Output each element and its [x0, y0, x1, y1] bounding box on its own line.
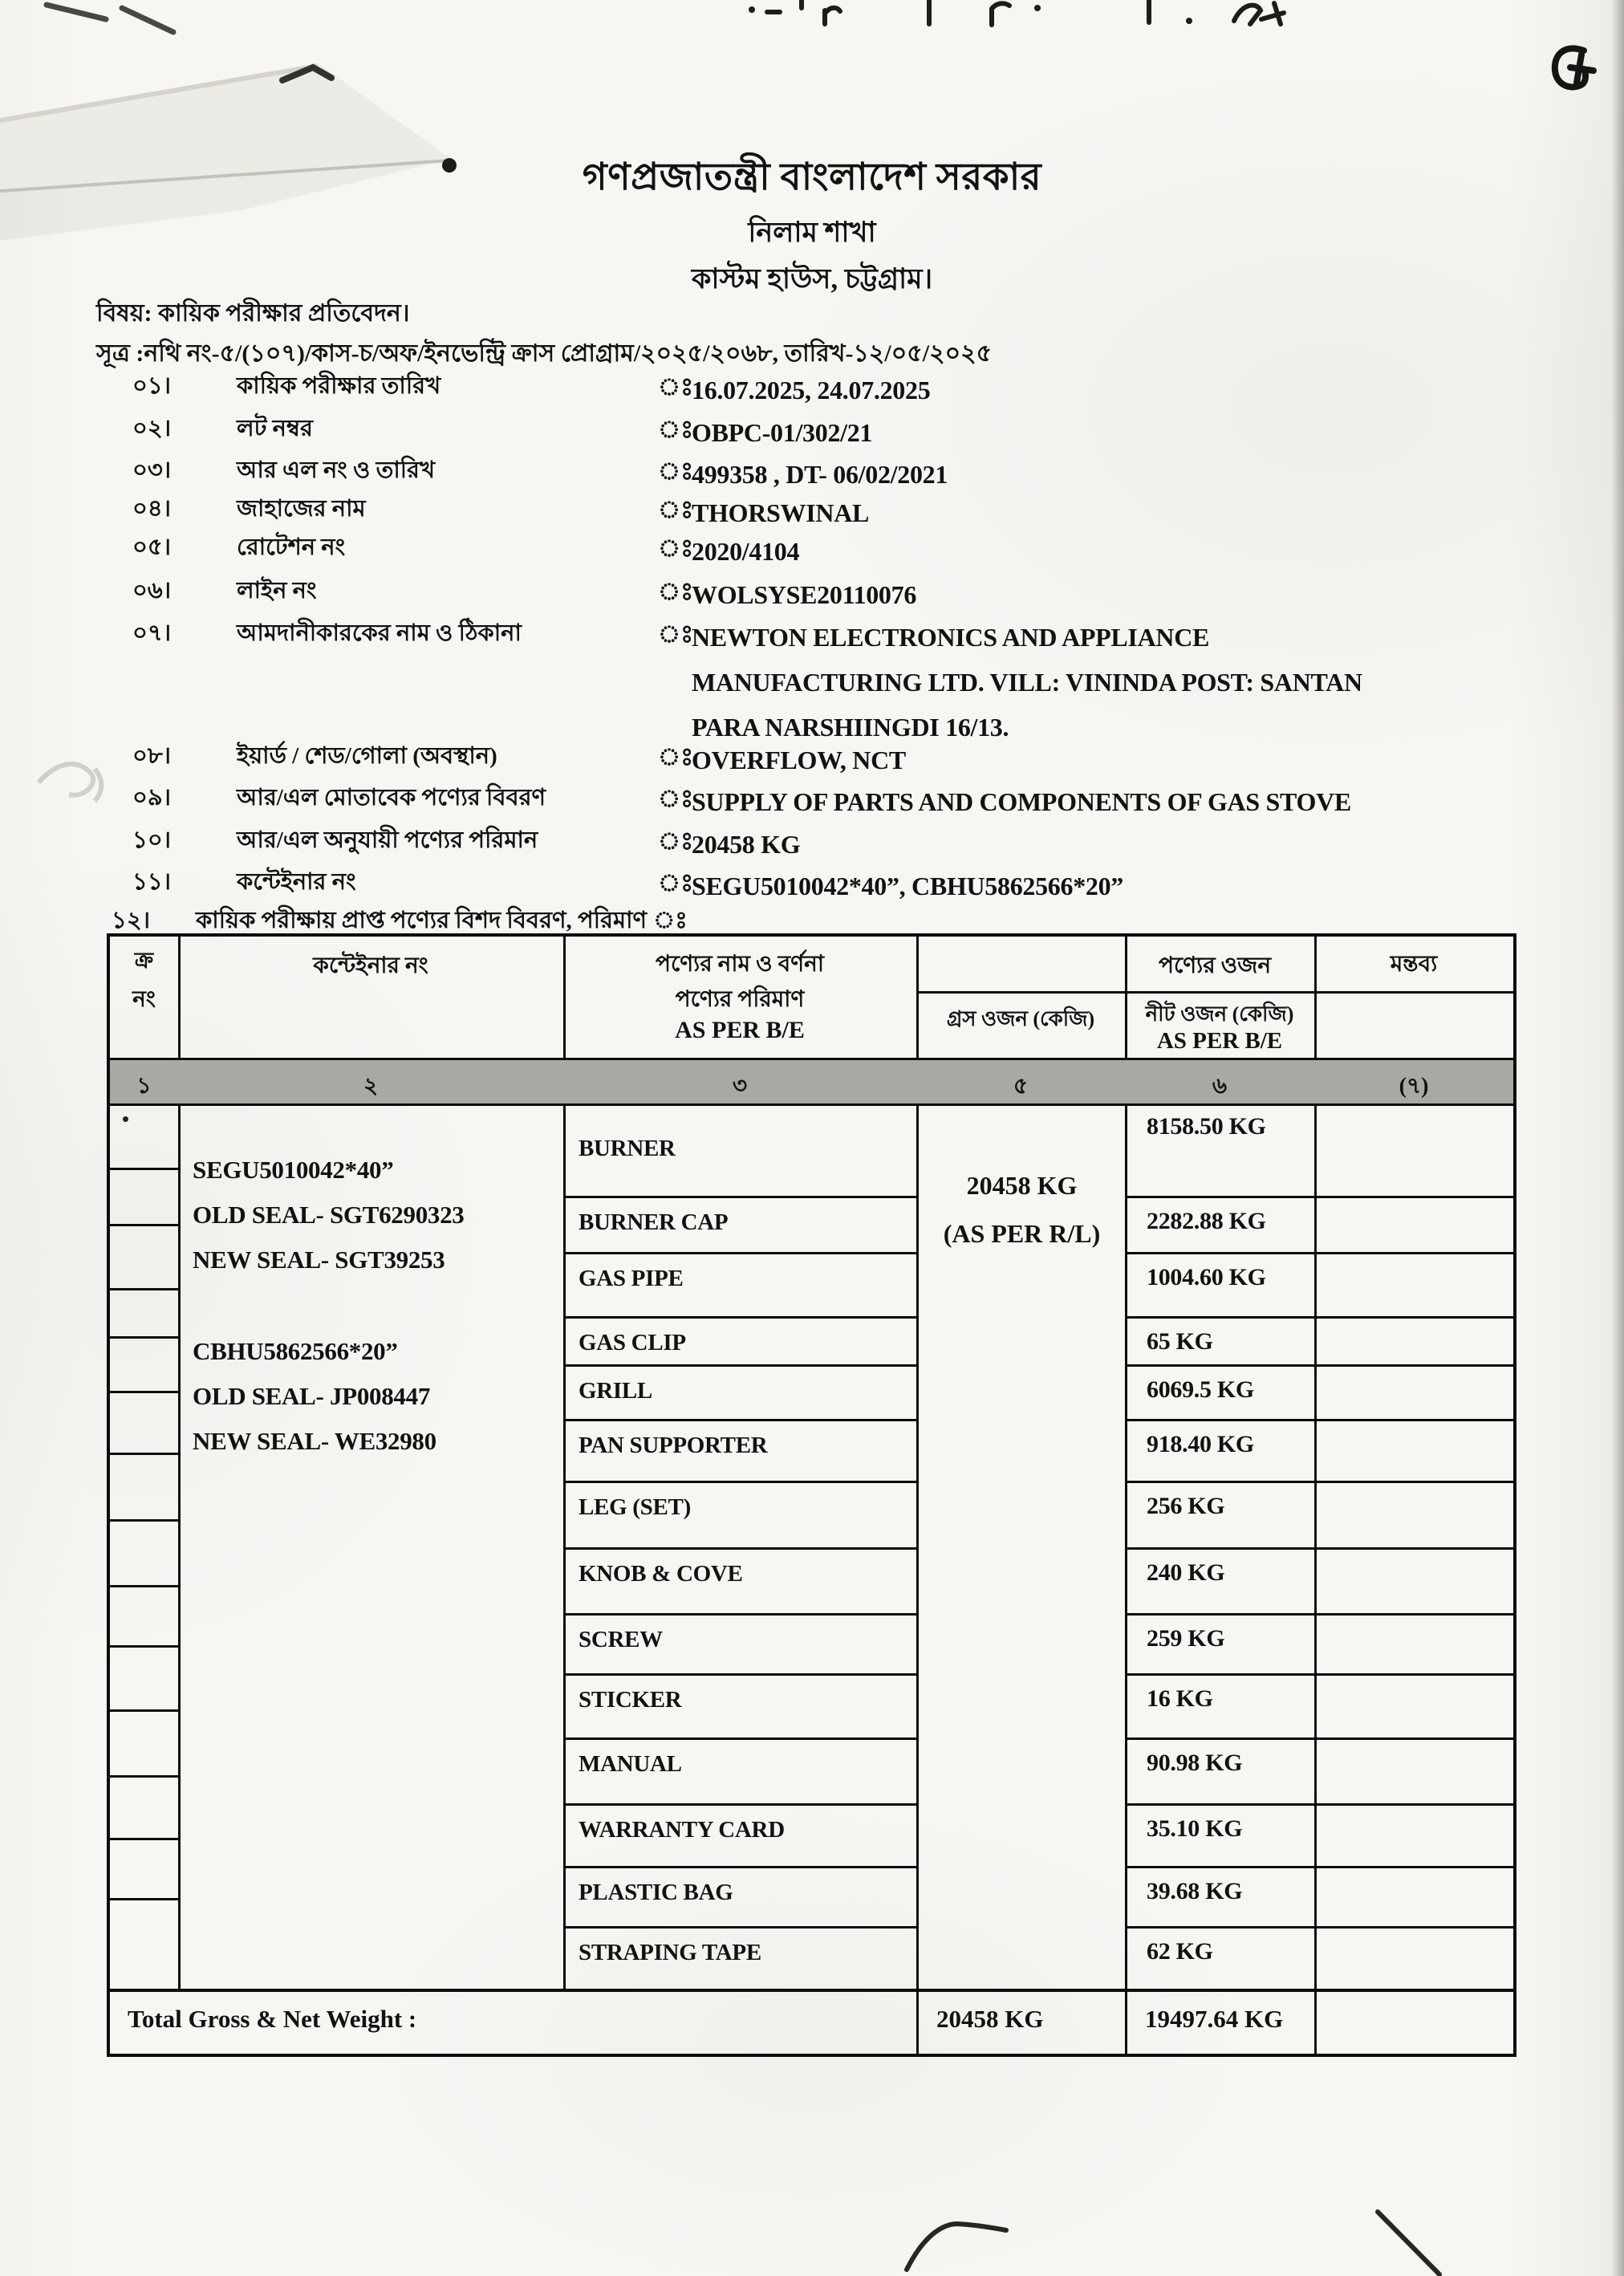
info-item-label: আমদানীকারকের নাম ও ঠিকানা [237, 620, 522, 646]
column-number: ৩ [732, 1074, 748, 1099]
info-row [0, 410, 1624, 455]
subject-line: বিষয়: কায়িক পরীক্ষার প্রতিবেদন। [96, 300, 410, 327]
info-item-label: আর/এল মোতাবেক পণ্যের বিবরণ [237, 785, 546, 811]
info-item-value: 499358 , DT- 06/02/2021 [692, 460, 948, 489]
serial-cell [110, 1587, 178, 1648]
info-item-label: আর/এল অনুযায়ী পণ্যের পরিমান [237, 827, 538, 853]
branch-name: নিলাম শাখা [748, 217, 876, 248]
header-container: কন্টেইনার নং [313, 953, 428, 978]
goods-item-cell: LEG (SET) [566, 1483, 916, 1550]
info-item-separator: ঃ [658, 828, 694, 855]
goods-item-cell: STRAPING TAPE [579, 1940, 761, 1965]
remarks-cell [1317, 1676, 1513, 1740]
reference-line: সূত্র :নথি নং-৫/(১০৭)/কাস-চ/অফ/ইনভেন্ট্রি ক্রাস প্রোগ্রাম/২০২৫/২০৬৮, তারিখ-১২/০৫/২০২৫ [96, 340, 993, 367]
info-item-number: ০২। [132, 416, 172, 441]
goods-item-cell: MANUAL [566, 1740, 916, 1806]
info-item-separator: ঃ [658, 417, 694, 443]
column-number: ২ [363, 1074, 379, 1099]
info-item-number: ০৭। [132, 620, 172, 646]
info-item-separator: ঃ [658, 870, 694, 896]
info-row [0, 738, 1624, 782]
info-item-value: WOLSYSE20110076 [692, 580, 917, 609]
staple-mark [282, 67, 331, 80]
net-weight-column [1127, 1108, 1314, 1989]
net-weight-cell: 6069.5 KG [1127, 1367, 1314, 1421]
goods-item-cell: PAN SUPPORTER [566, 1421, 916, 1483]
header-serial-line2: নং [132, 987, 156, 1012]
info-item-label: ইয়ার্ড / শেড/গোলা (অবস্থান) [237, 743, 497, 769]
info-item-label: কায়িক পরীক্ষার তারিখ [237, 373, 441, 399]
info-item-label: জাহাজের নাম [237, 496, 366, 522]
header-weight-group: পণ্যের ওজন [1158, 953, 1272, 978]
header-goods-name: পণ্যের নাম ও বর্ণনা [655, 952, 825, 977]
remarks-cell [1317, 1421, 1513, 1483]
net-weight-cell: 35.10 KG [1127, 1806, 1314, 1868]
column-number: ৬ [1212, 1074, 1228, 1099]
remarks-column [1317, 1108, 1513, 1989]
info-item-value: OVERFLOW, NCT [692, 746, 906, 774]
container-1-old-seal: OLD SEAL- SGT6290323 [193, 1201, 465, 1229]
info-item-value: 20458 KG [692, 830, 801, 859]
info-item-number: ০৩। [132, 457, 172, 483]
info-item-number: ০৪। [132, 496, 172, 522]
remarks-cell [1317, 1740, 1513, 1806]
info-item-number: ০৫। [132, 534, 172, 560]
info-item-value: 2020/4104 [692, 537, 800, 566]
info-item-number: ০১। [132, 373, 172, 399]
info-item-label: আর এল নং ও তারিখ [237, 457, 436, 483]
handwritten-page-number-mark [1555, 48, 1594, 87]
info-row [0, 615, 1624, 742]
info-row [0, 368, 1624, 413]
header-net-as-per-be: AS PER B/E [1156, 1028, 1283, 1054]
info-item-value-line: PARA NARSHIINGDI 16/13. [692, 713, 1009, 742]
info-item-value: SUPPLY OF PARTS AND COMPONENTS OF GAS STOVE [692, 787, 1351, 816]
office-name: কাস্টম হাউস, চট্টগ্রাম। [691, 263, 933, 295]
info-item-separator: ঃ [658, 579, 694, 605]
info-item-value: SEGU5010042*40”, CBHU5862566*20” [692, 872, 1123, 900]
examination-table [107, 933, 1516, 2057]
header-gross-weight: গ্রস ওজন (কেজি) [946, 1007, 1095, 1030]
info-item-number: ১১। [132, 869, 172, 895]
net-weight-cell: 240 KG [1127, 1550, 1314, 1616]
serial-cell [110, 1108, 178, 1170]
net-weight-cell: 1004.60 KG [1127, 1254, 1314, 1319]
handwriting-top-edge [749, 0, 1284, 25]
serial-cell [110, 1522, 178, 1587]
header-remarks: মন্তব্য [1390, 952, 1438, 977]
column-number: ৫ [1013, 1074, 1029, 1099]
goods-item-cell: WARRANTY CARD [566, 1806, 916, 1868]
serial-cell [110, 1170, 178, 1226]
info-row [0, 572, 1624, 617]
gross-weight-value: 20458 KG [966, 1171, 1078, 1200]
info-row [0, 529, 1624, 574]
scan-edge-shadow [1611, 0, 1624, 2276]
column-number: ১ [136, 1074, 152, 1099]
container-2-old-seal: OLD SEAL- JP008447 [193, 1382, 431, 1410]
remarks-cell [1317, 1108, 1513, 1198]
info-item-separator: ঃ [658, 458, 694, 485]
info-row [0, 822, 1624, 867]
container-2-new-seal: NEW SEAL- WE32980 [193, 1427, 436, 1455]
info-item-label: রোটেশন নং [237, 534, 346, 560]
info-item-value: 16.07.2025, 24.07.2025 [692, 376, 931, 404]
info-item-value [692, 615, 1542, 750]
goods-item-cell: BURNER [566, 1108, 916, 1198]
info-item-separator: ঃ [658, 374, 694, 400]
serial-cell [110, 1226, 178, 1290]
remarks-cell [1317, 1550, 1513, 1616]
goods-item-cell: GRILL [566, 1367, 916, 1421]
gross-weight-note: (AS PER R/L) [943, 1219, 1101, 1248]
header-as-per-be: AS PER B/E [675, 1017, 805, 1043]
goods-name-column [566, 1108, 916, 1989]
remarks-cell [1317, 1319, 1513, 1367]
goods-item-cell: STICKER [566, 1676, 916, 1740]
goods-item-cell: KNOB & COVE [566, 1550, 916, 1616]
container-1-new-seal: NEW SEAL- SGT39253 [193, 1246, 445, 1274]
gross-weight-cell [919, 1108, 1125, 1258]
net-weight-cell: 90.98 KG [1127, 1740, 1314, 1806]
total-label: Total Gross & Net Weight : [128, 2005, 417, 2033]
info-item-label: লাইন নং [237, 578, 317, 604]
net-weight-cell: 2282.88 KG [1127, 1198, 1314, 1254]
serial-cell [110, 1712, 178, 1778]
info-item-number: ১০। [132, 827, 172, 853]
header-net-weight: নীট ওজন (কেজি) [1145, 1002, 1294, 1026]
serial-column [110, 1108, 178, 1989]
header-goods-qty: পণ্যের পরিমাণ [675, 987, 805, 1012]
goods-item-cell: BURNER CAP [566, 1198, 916, 1254]
remarks-cell [1317, 1198, 1513, 1254]
government-title: গণপ্রজাতন্ত্রী বাংলাদেশ সরকার [582, 156, 1042, 198]
info-item-number: ০৬। [132, 578, 172, 604]
net-weight-cell: 65 KG [1127, 1319, 1314, 1367]
container-1-number: SEGU5010042*40” [193, 1156, 394, 1184]
info-item-value-line: MANUFACTURING LTD. VILL: VININDA POST: SANTAN [692, 668, 1362, 697]
column-number: (৭) [1399, 1074, 1429, 1099]
remarks-cell [1317, 1367, 1513, 1421]
header-serial-line1: ক্র [134, 949, 154, 973]
info-item-separator: ঃ [658, 497, 694, 523]
container-2-block [193, 1329, 554, 1464]
net-weight-cell: 256 KG [1127, 1483, 1314, 1550]
container-1-block [193, 1148, 554, 1282]
info-item-value: THORSWINAL [692, 498, 870, 527]
container-2-number: CBHU5862566*20” [193, 1337, 398, 1365]
net-weight-cell: 39.68 KG [1127, 1868, 1314, 1929]
info-item-value-line: NEWTON ELECTRONICS AND APPLIANCE [692, 623, 1210, 652]
net-weight-cell: 259 KG [1127, 1616, 1314, 1676]
serial-cell [110, 1900, 178, 1989]
remarks-cell [1317, 1806, 1513, 1868]
remarks-cell [1317, 1929, 1513, 1989]
info-item-number: ০৯। [132, 785, 172, 811]
signature-strokes-bottom [907, 2212, 1439, 2274]
info-item-label: লট নম্বর [237, 416, 314, 441]
info-item-separator: ঃ [658, 621, 694, 648]
serial-cell [110, 1393, 178, 1455]
total-row [110, 1989, 1513, 2054]
goods-item-cell: SCREW [566, 1616, 916, 1676]
net-weight-cell: 62 KG [1147, 1938, 1213, 1965]
remarks-cell [1317, 1254, 1513, 1319]
serial-cell [110, 1339, 178, 1393]
net-weight-cell: 16 KG [1127, 1676, 1314, 1740]
info-item-separator: ঃ [658, 744, 694, 770]
remarks-cell [1317, 1483, 1513, 1550]
net-weight-cell: 8158.50 KG [1127, 1108, 1314, 1198]
serial-cell [110, 1648, 178, 1712]
total-net-weight: 19497.64 KG [1145, 2005, 1284, 2033]
total-gross-weight: 20458 KG [936, 2005, 1044, 2033]
section12-number: ১২। [112, 908, 151, 933]
serial-cell [110, 1455, 178, 1522]
column-number-band [110, 1058, 1513, 1106]
serial-cell [110, 1778, 178, 1840]
goods-item-cell: GAS PIPE [566, 1254, 916, 1319]
remarks-cell [1317, 1868, 1513, 1929]
info-item-value: OBPC-01/302/21 [692, 418, 873, 447]
serial-cell [110, 1290, 178, 1339]
info-item-separator: ঃ [658, 786, 694, 812]
weight-subheader-divider [916, 991, 1513, 994]
goods-item-cell: PLASTIC BAG [566, 1868, 916, 1929]
info-item-number: ০৮। [132, 743, 172, 769]
net-weight-cell: 918.40 KG [1127, 1421, 1314, 1483]
section12-label: কায়িক পরীক্ষায় প্রাপ্ত পণ্যের বিশদ বিবরণ, পরিমাণ ঃ [196, 908, 688, 933]
info-row [0, 779, 1624, 824]
remarks-cell [1317, 1616, 1513, 1676]
serial-cell [110, 1840, 178, 1900]
info-item-separator: ঃ [658, 535, 694, 562]
corner-crease-marks [47, 5, 173, 32]
goods-item-cell: GAS CLIP [566, 1319, 916, 1367]
info-item-label: কন্টেইনার নং [237, 869, 356, 895]
